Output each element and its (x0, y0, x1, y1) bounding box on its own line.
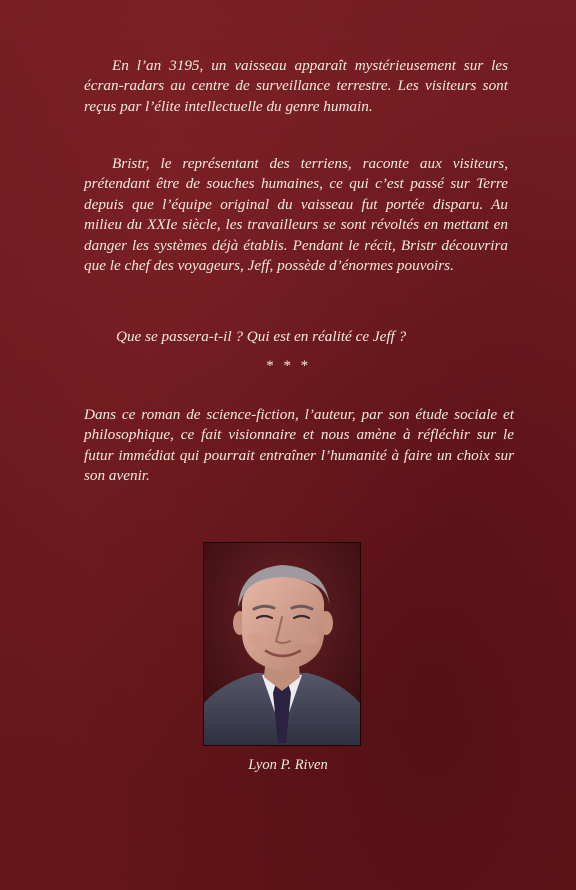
author-photo (203, 542, 361, 746)
blurb-question: Que se passera-t-il ? Qui est en réalité ce Jeff ? (116, 328, 407, 345)
author-name: Lyon P. Riven (248, 757, 328, 773)
author-portrait-illustration (204, 543, 360, 745)
blurb-paragraph-2: Bristr, le représentant des terriens, raconte aux visiteurs, prétendant être de souches humaines, ce qui c’est passé sur Terre depuis que l’équipe original du vaisseau fut portée disparu. Au milieu du XXIe siècle, les travailleurs se sont révoltés en mettant en danger les systèmes déjà établis. Pendant le récit, Bristr découvrira que le chef des voyageurs, Jeff, possède d’énormes pouvoirs. (84, 155, 508, 275)
blurb-paragraph-1: En l’an 3195, un vaisseau apparaît mystérieusement sur les écran-radars au centre de surveillance terrestre. Les visiteurs sont reçus par l’élite intellectuelle du genre humain. (84, 57, 508, 115)
blurb-paragraph-3: Dans ce roman de science-fiction, l’auteur, par son étude sociale et philosophique, ce fait visionnaire et nous amène à réfléchir sur le futur immédiat qui pourrait entraîner l’humanité à faire un choix sur son avenir. (84, 406, 514, 485)
section-separator: * * * (265, 358, 311, 374)
